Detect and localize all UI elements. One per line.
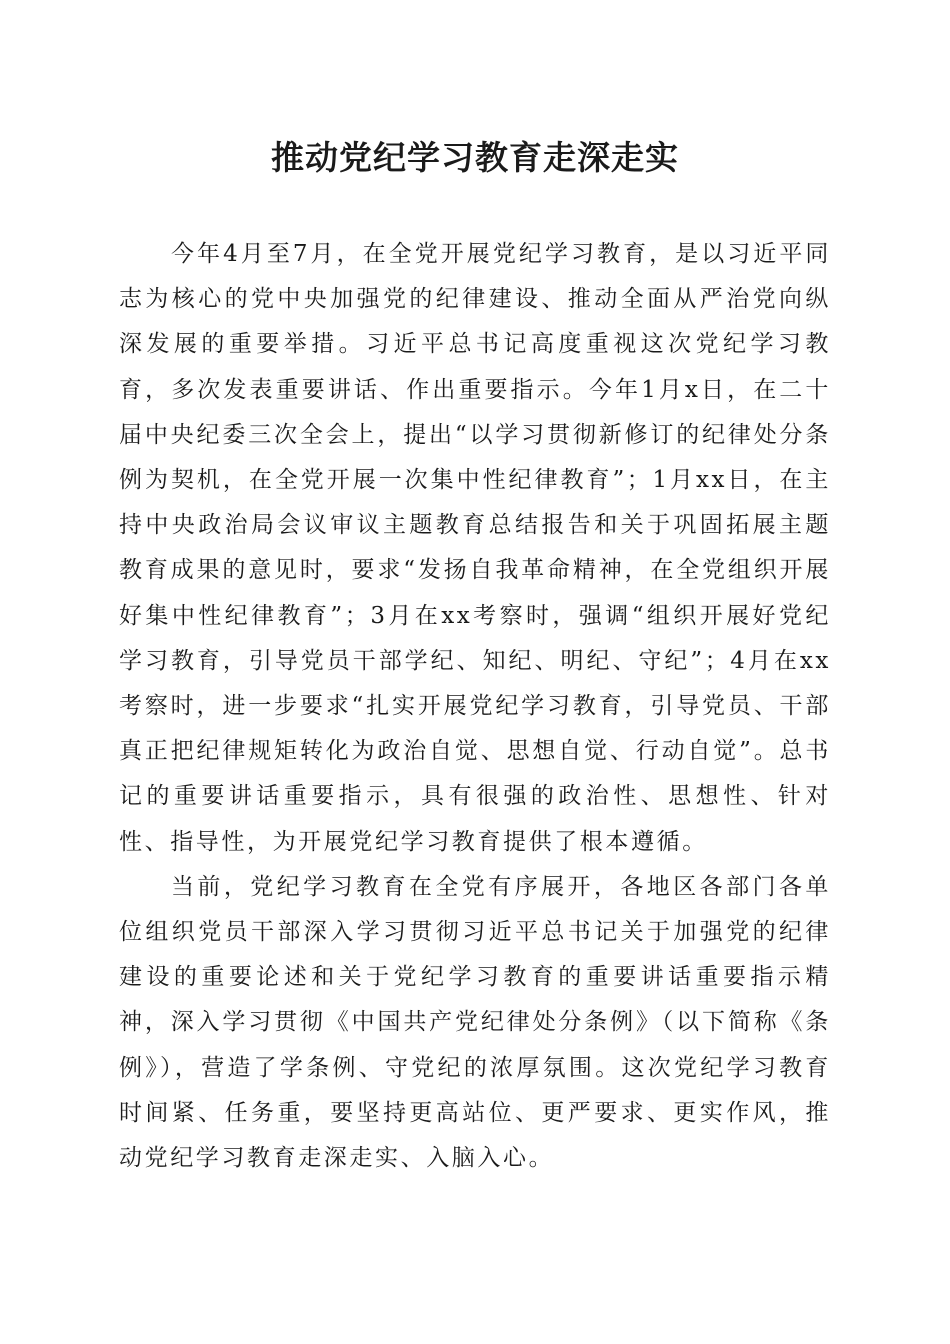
paragraph-1: 今年4月至7月，在全党开展党纪学习教育，是以习近平同志为核心的党中央加强党的纪律建设、推动全面从严治党向纵深发展的重要举措。习近平总书记高度重视这次党纪学习教育，多次发表重要讲话、作出重要指示。今年1月x日，在二十届中央纪委三次全会上，提出“以学习贯彻新修订的纪律处分条例为契机，在全党开展一次集中性纪律教育”；1月xx日，在主持中央政治局会议审议主题教育总结报告和关于巩固拓展主题教育成果的意见时，要求“发扬自我革命精神，在全党组织开展好集中性纪律教育”；3月在xx考察时，强调“组织开展好党纪学习教育，引导党员干部学纪、知纪、明纪、守纪”；4月在xx考察时，进一步要求“扎实开展党纪学习教育，引导党员、干部真正把纪律规矩转化为政治自觉、思想自觉、行动自觉”。总书记的重要讲话重要指示，具有很强的政治性、思想性、针对性、指导性，为开展党纪学习教育提供了根本遵循。 (119, 241, 831, 855)
document-title: 推动党纪学习教育走深走实 (271, 138, 679, 177)
paragraph-2: 当前，党纪学习教育在全党有序展开，各地区各部门各单位组织党员干部深入学习贯彻习近平总书记关于加强党的纪律建设的重要论述和关于党纪学习教育的重要讲话重要指示精神，深入学习贯彻《中国共产党纪律处分条例》（以下简称《条例》），营造了学条例、守党纪的浓厚氛围。这次党纪学习教育时间紧、任务重，要坚持更高站位、更严要求、更实作风，推动党纪学习教育走深走实、入脑入心。 (119, 873, 831, 1172)
document-body (119, 232, 831, 1181)
